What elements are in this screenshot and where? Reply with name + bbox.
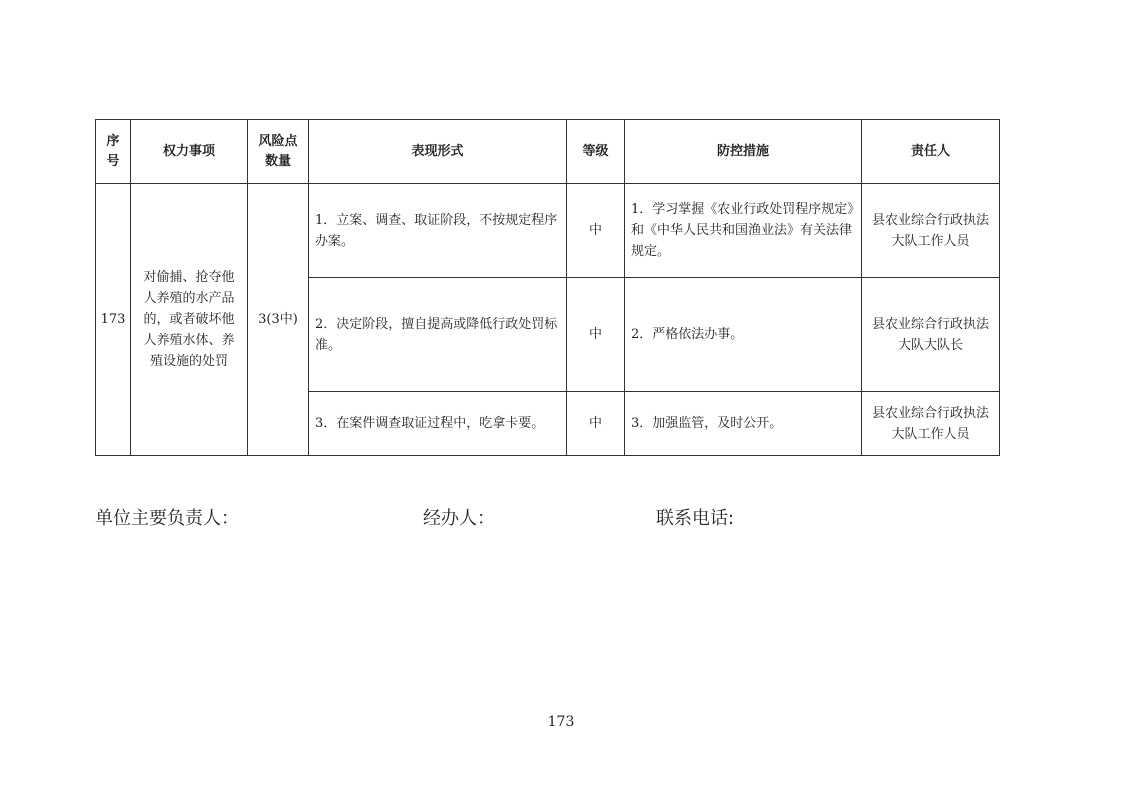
cell-responsible: 县农业综合行政执法大队大队长 (862, 278, 1000, 392)
unit-leader-label: 单位主要负责人： (95, 508, 239, 529)
cell-power-item: 对偷捕、抢夺他人养殖的水产品的，或者破坏他人养殖水体、养殖设施的处罚 (131, 184, 248, 456)
cell-level: 中 (567, 184, 625, 278)
cell-manifestation: 3．在案件调查取证过程中，吃拿卡要。 (309, 392, 567, 456)
handler-label: 经办人： (423, 508, 495, 529)
header-measures: 防控措施 (625, 120, 862, 184)
risk-table (95, 119, 1000, 456)
cell-measures: 3．加强监管，及时公开。 (625, 392, 862, 456)
header-responsible: 责任人 (862, 120, 1000, 184)
cell-manifestation: 2．决定阶段，擅自提高或降低行政处罚标准。 (309, 278, 567, 392)
header-manifestation: 表现形式 (309, 120, 567, 184)
cell-responsible: 县农业综合行政执法大队工作人员 (862, 392, 1000, 456)
page-number: 173 (547, 714, 575, 730)
cell-risk-count: 3(3中) (248, 184, 309, 456)
cell-manifestation: 1．立案、调查、取证阶段，不按规定程序办案。 (309, 184, 567, 278)
table-header-row (96, 120, 1000, 184)
header-level: 等级 (567, 120, 625, 184)
header-power-item: 权力事项 (131, 120, 248, 184)
header-seq: 序号 (96, 120, 131, 184)
cell-seq: 173 (96, 184, 131, 456)
cell-measures: 1．学习掌握《农业行政处罚程序规定》和《中华人民共和国渔业法》有关法律规定。 (625, 184, 862, 278)
table-row (96, 184, 1000, 278)
header-risk-count: 风险点数量 (248, 120, 309, 184)
contact-phone-label: 联系电话: (656, 508, 735, 529)
cell-level: 中 (567, 392, 625, 456)
cell-measures: 2．严格依法办事。 (625, 278, 862, 392)
cell-responsible: 县农业综合行政执法大队工作人员 (862, 184, 1000, 278)
cell-level: 中 (567, 278, 625, 392)
